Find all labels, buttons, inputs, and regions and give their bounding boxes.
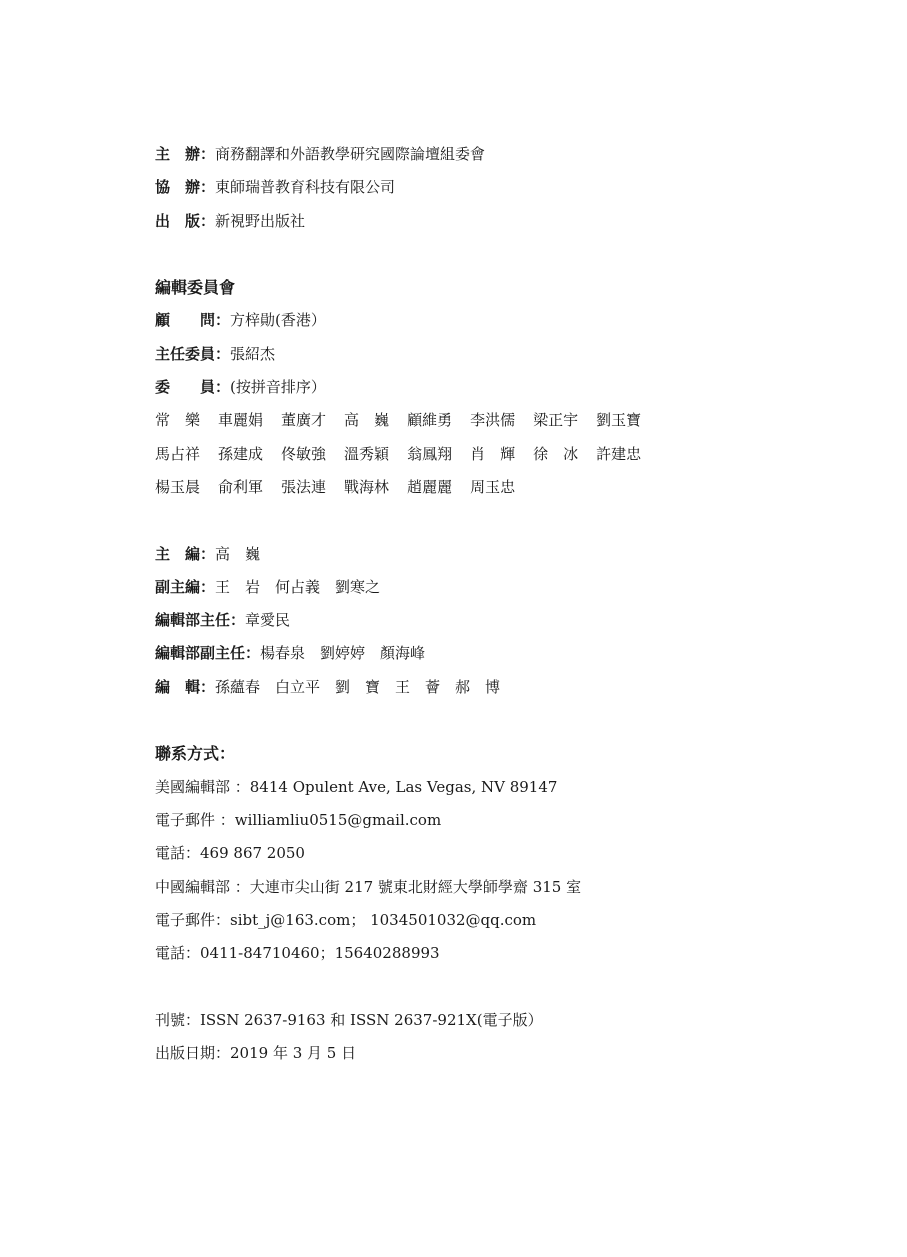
contact-title: 聯系方式： [155, 744, 236, 764]
separator: ： [200, 677, 216, 696]
deputy-editor-label: 副主編 [155, 577, 201, 596]
committee-title: 編輯委員會 [155, 278, 236, 298]
dept-head-label: 編輯部主任 [155, 611, 231, 630]
separator: ： [230, 611, 246, 630]
members-label: 委 員 [155, 378, 216, 397]
member-name: 車麗娟 [218, 411, 264, 430]
member-name: 張法連 [281, 477, 327, 496]
chief-editor-line [155, 538, 855, 571]
co-host-value: 東師瑞普教育科技有限公司 [215, 178, 396, 197]
dept-deputy-line [155, 637, 855, 670]
us-phone-line: 電話：469 867 2050 [155, 844, 305, 863]
co-host-line [155, 171, 855, 204]
separator: ： [215, 378, 231, 397]
member-name: 常 樂 [155, 411, 201, 430]
dept-head-line [155, 604, 855, 637]
spacer [155, 970, 855, 1003]
member-name: 馬占祥 [155, 444, 201, 463]
us-office-line: 美國編輯部 ：8414 Opulent Ave, Las Vegas, NV 89147 [155, 777, 558, 796]
publisher-line [155, 205, 855, 238]
separator: ： [200, 178, 216, 197]
advisor-line [155, 304, 855, 337]
editors-value: 孫蘊春 白立平 劉 寶 王 薈 郝 博 [215, 677, 501, 696]
spacer [155, 504, 855, 537]
members-line [155, 371, 855, 404]
member-name: 翁鳳翔 [407, 444, 453, 463]
director-line [155, 338, 855, 371]
deputy-editor-value: 王 岩 何占義 劉寒之 [215, 577, 381, 596]
advisor-label: 顧 問 [155, 311, 216, 330]
member-name: 戰海林 [344, 477, 390, 496]
cn-office-line: 中國編輯部 ：大連市尖山街 217 號東北財經大學師學齋 315 室 [155, 877, 582, 896]
host-label: 主 辦 [155, 145, 201, 163]
separator: ： [200, 145, 216, 163]
chief-editor-label: 主 編 [155, 544, 201, 563]
member-name: 趙麗麗 [407, 477, 453, 496]
cn-phone-line: 電話：0411-84710460；15640288993 [155, 944, 440, 963]
member-name: 溫秀穎 [344, 444, 390, 463]
masthead-page [155, 138, 855, 1070]
member-name: 俞利軍 [218, 477, 264, 496]
chief-editor-value: 高 巍 [215, 544, 261, 563]
separator: ： [200, 544, 216, 563]
member-name: 徐 冰 [533, 444, 579, 463]
host-line [155, 138, 855, 171]
member-name: 李洪儒 [470, 411, 516, 430]
dept-deputy-value: 楊春泉 劉婷婷 顏海峰 [260, 644, 426, 663]
us-email-line: 電子郵件 ：williamliu0515@gmail.com [155, 810, 442, 829]
co-host-label: 協 辦 [155, 178, 201, 197]
member-name: 周玉忠 [470, 477, 516, 496]
separator: ： [245, 644, 261, 663]
separator: ： [200, 211, 216, 230]
member-name: 佟敏強 [281, 444, 327, 463]
dept-head-value: 章愛民 [245, 611, 291, 630]
member-name: 高 巍 [344, 411, 390, 430]
members-row [155, 471, 855, 504]
member-name: 許建忠 [596, 444, 642, 463]
editors-line [155, 671, 855, 704]
separator: ： [215, 311, 231, 330]
members-list [155, 404, 855, 504]
members-row [155, 438, 855, 471]
director-value: 張紹杰 [230, 344, 276, 363]
member-name: 孫建成 [218, 444, 264, 463]
member-name: 顧維勇 [407, 411, 453, 430]
issn-line: 刊號：ISSN 2637-9163 和 ISSN 2637-921X(電子版） [155, 1010, 543, 1029]
publisher-value: 新視野出版社 [215, 211, 306, 230]
editors-label: 編 輯 [155, 677, 201, 696]
spacer [155, 704, 855, 737]
member-name: 梁正宇 [533, 411, 579, 430]
member-name: 董廣才 [281, 411, 327, 430]
members-row [155, 404, 855, 437]
member-name: 楊玉晨 [155, 477, 201, 496]
spacer [155, 238, 855, 271]
publisher-label: 出 版 [155, 211, 201, 230]
publication-date-line: 出版日期：2019 年 3 月 5 日 [155, 1044, 357, 1063]
deputy-editor-line [155, 571, 855, 604]
advisor-value: 方梓勛(香港） [230, 311, 326, 330]
member-name: 劉玉寶 [596, 411, 642, 430]
separator: ： [215, 344, 231, 363]
dept-deputy-label: 編輯部副主任 [155, 644, 246, 663]
host-value: 商務翻譯和外語教學研究國際論壇組委會 [215, 145, 486, 163]
separator: ： [200, 577, 216, 596]
cn-email-line: 電子郵件：sibt_j@163.com； 1034501032@qq.com [155, 910, 537, 929]
director-label: 主任委員 [155, 344, 216, 363]
member-name: 肖 輝 [470, 444, 516, 463]
members-note: (按拼音排序） [230, 378, 326, 397]
